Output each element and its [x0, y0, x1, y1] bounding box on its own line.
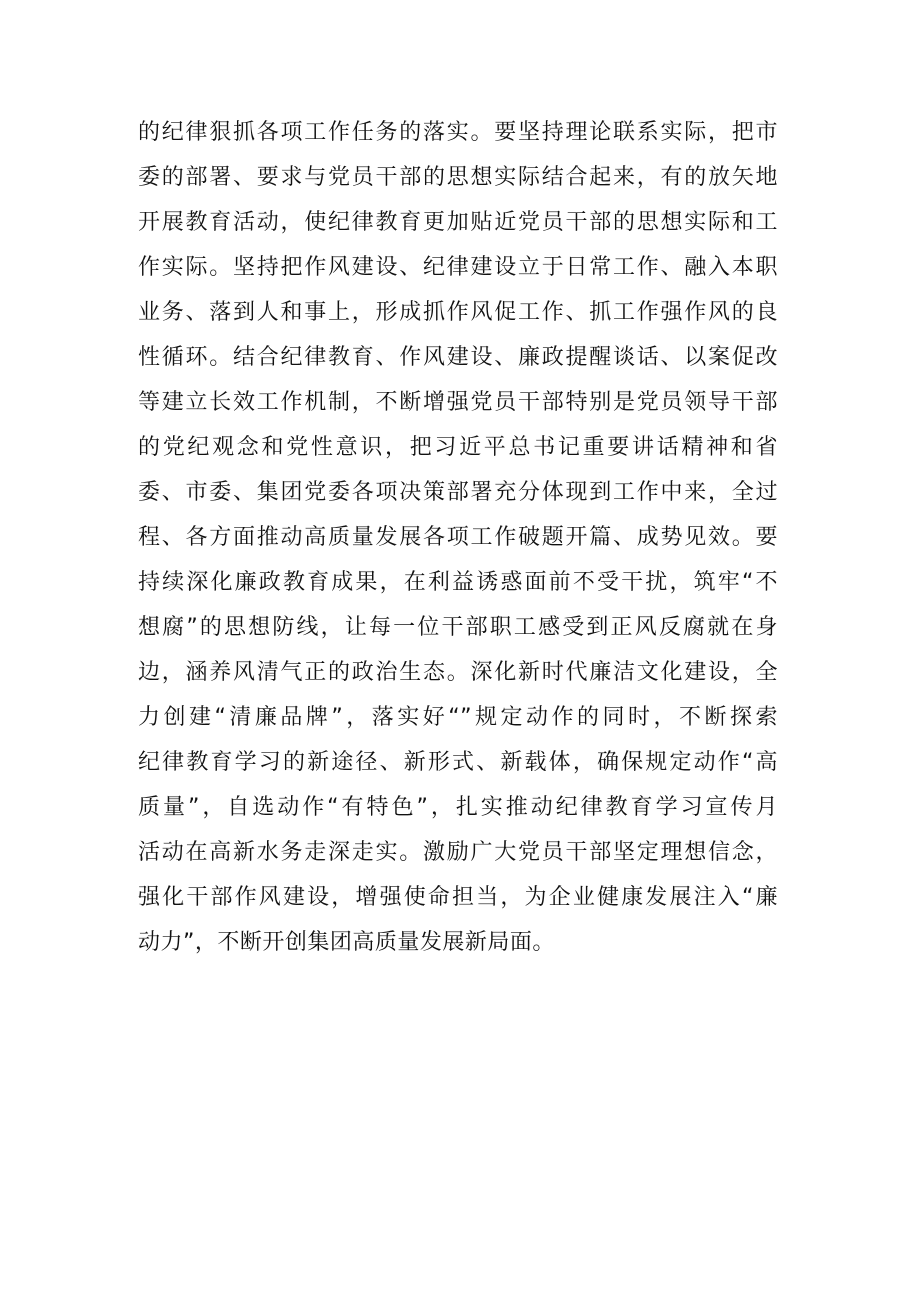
text-line: 纪律教育学习的新途径、新形式、新载体，确保规定动作“高 — [138, 750, 778, 775]
text-line: 动力”，不断开创集团高质量发展新局面。 — [138, 930, 555, 955]
text-line: 质量”，自选动作“有特色”，扎实推动纪律教育学习宣传月 — [138, 795, 778, 820]
text-line: 作实际。坚持把作风建设、纪律建设立于日常工作、融入本职 — [138, 255, 778, 280]
text-line: 边，涵养风清气正的政治生态。深化新时代廉洁文化建设，全 — [138, 660, 778, 685]
text-line: 委、市委、集团党委各项决策部署充分体现到工作中来，全过 — [138, 480, 778, 505]
text-line: 的党纪观念和党性意识，把习近平总书记重要讲话精神和省 — [138, 435, 778, 460]
text-line: 业务、落到人和事上，形成抓作风促工作、抓工作强作风的良 — [138, 300, 778, 325]
text-line: 性循环。结合纪律教育、作风建设、廉政提醒谈话、以案促改 — [138, 345, 778, 370]
text-line: 程、各方面推动高质量发展各项工作破题开篇、成势见效。要 — [138, 525, 778, 550]
text-line: 活动在高新水务走深走实。激励广大党员干部坚定理想信念， — [138, 840, 778, 865]
text-line: 等建立长效工作机制，不断增强党员干部特别是党员领导干部 — [138, 390, 778, 415]
text-line: 委的部署、要求与党员干部的思想实际结合起来，有的放矢地 — [138, 165, 778, 190]
text-line: 想腐”的思想防线，让每一位干部职工感受到正风反腐就在身 — [138, 615, 778, 640]
text-line: 强化干部作风建设，增强使命担当，为企业健康发展注入“廉 — [138, 885, 778, 910]
text-line: 的纪律狠抓各项工作任务的落实。要坚持理论联系实际，把市 — [138, 120, 778, 145]
text-line: 力创建“清廉品牌”，落实好“”规定动作的同时，不断探索 — [138, 705, 778, 730]
body-paragraph — [138, 110, 778, 965]
text-line: 持续深化廉政教育成果，在利益诱惑面前不受干扰，筑牢“不 — [138, 570, 778, 595]
text-line: 开展教育活动，使纪律教育更加贴近党员干部的思想实际和工 — [138, 210, 778, 235]
